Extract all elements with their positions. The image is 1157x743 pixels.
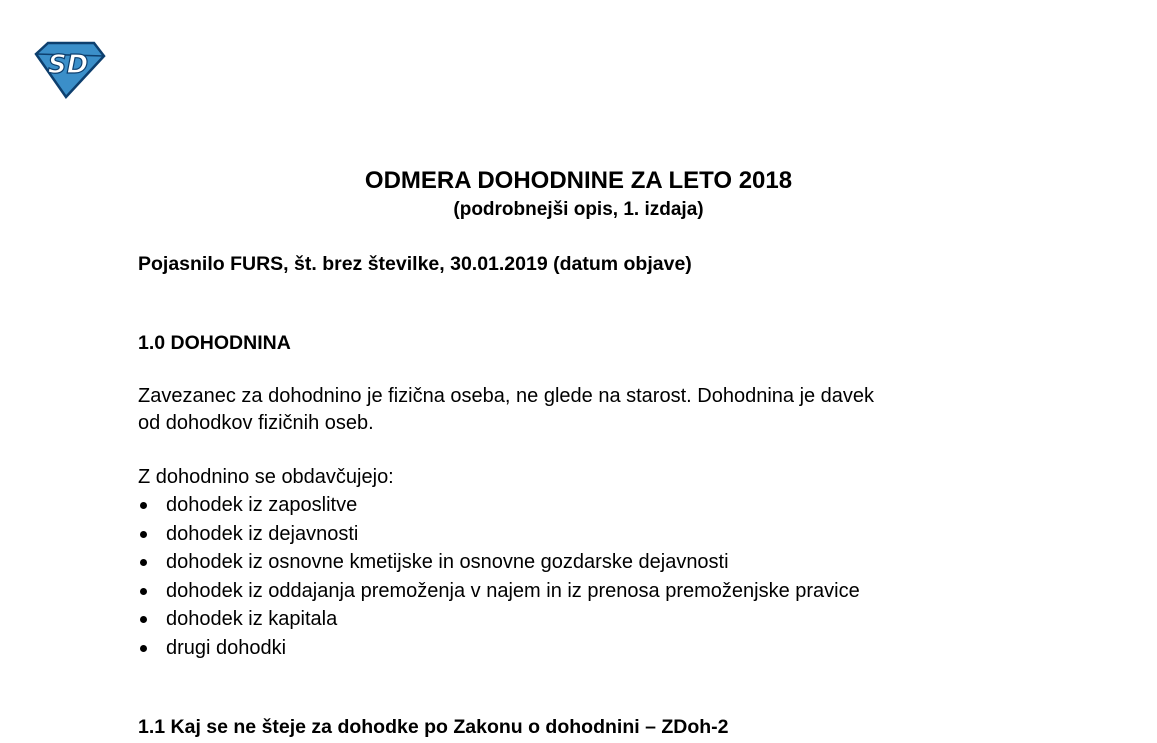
list-item [138, 634, 860, 663]
section-heading-dohodnina: 1.0 DOHODNINA [138, 332, 291, 354]
bullet-icon [140, 616, 147, 623]
section-heading-zdoh2: 1.1 Kaj se ne šteje za dohodke po Zakonu o dohodnini – ZDoh-2 [138, 716, 729, 738]
list-item-text: drugi dohodki [166, 636, 287, 659]
paragraph-line: Zavezanec za dohodnino je fizična oseba, ne glede na starost. Dohodnina je davek [138, 385, 875, 407]
bullet-icon [140, 588, 147, 595]
list-item [138, 520, 860, 549]
income-list [138, 491, 860, 662]
paragraph-line: od dohodkov fizičnih oseb. [138, 412, 374, 434]
list-intro: Z dohodnino se obdavčujejo: [138, 466, 394, 488]
list-item [138, 577, 860, 606]
list-item-text: dohodek iz kapitala [166, 608, 338, 630]
bullet-icon [140, 559, 147, 566]
bullet-icon [140, 502, 147, 509]
document-subtitle: (podrobnejši opis, 1. izdaja) [453, 199, 704, 220]
list-item-text: dohodek iz osnovne kmetijske in osnovne gozdarske dejavnosti [166, 551, 729, 573]
list-item-text: dohodek iz dejavnosti [166, 522, 359, 545]
bullet-icon [140, 531, 147, 538]
list-item [138, 605, 860, 634]
bullet-icon [140, 645, 147, 652]
logo-icon [30, 40, 106, 100]
logo-text: SD [47, 50, 89, 80]
section-paragraph [138, 383, 874, 437]
list-item [138, 548, 860, 577]
list-item-text: dohodek iz oddajanja premoženja v najem in iz prenosa premoženjske pravice [166, 579, 860, 602]
document-title: ODMERA DOHODNINE ZA LETO 2018 [364, 167, 793, 194]
list-item [138, 491, 860, 520]
list-item-text: dohodek iz zaposlitve [166, 494, 358, 516]
reference-line: Pojasnilo FURS, št. brez številke, 30.01.2019 (datum objave) [138, 253, 692, 275]
